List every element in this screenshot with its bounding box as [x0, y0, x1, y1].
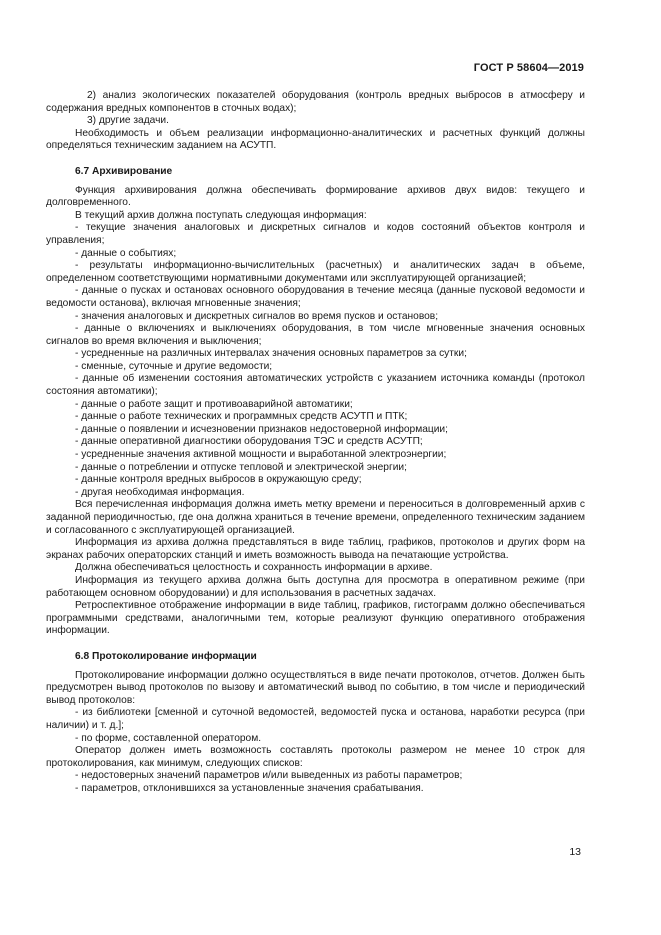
paragraph: Необходимость и объем реализации информационно-аналитических и расчетных функций должны определяться техническим заданием на АСУТП.: [46, 127, 585, 152]
list-item: - данные о потреблении и отпуске тепловой и электрической энергии;: [75, 461, 407, 473]
list-item: - параметров, отклонившихся за установленные значения срабатывания.: [75, 782, 424, 794]
list-item: - усредненные на различных интервалах значения основных параметров за сутки;: [75, 348, 467, 360]
section-6-7-body: [46, 185, 585, 638]
list-item: - данные контроля вредных выбросов в окружающую среду;: [75, 474, 362, 486]
document-code: ГОСТ Р 58604—2019: [473, 62, 584, 74]
list-item: - данные о работе защит и противоаварийной автоматики;: [75, 398, 353, 410]
list-item: - сменные, суточные и другие ведомости;: [75, 360, 273, 372]
list-item: - данные о появлении и исчезновении признаков недостоверной информации;: [75, 423, 448, 435]
list-item: - данные о работе технических и программных средств АСУТП и ПТК;: [75, 411, 408, 423]
paragraph: Вся перечисленная информация должна иметь метку времени и переноситься в долговременный архив с заданной периодичностью, где она должна храниться в течение времени, определенного техническим заданием и согласованного с эксплуатирующей организацией.: [46, 499, 585, 536]
list-item: - другая необходимая информация.: [75, 486, 245, 498]
list-item: - результаты информационно-вычислительных (расчетных) и аналитических задач в объеме, определенном соответствующими нормативными документами или эксплуатирующей организацией;: [46, 260, 585, 284]
paragraph: В текущий архив должна поступать следующая информация:: [75, 209, 367, 221]
list-item: - данные о пусках и остановах основного оборудования в течение месяца (данные пусковой ведомости и ведомости останова), включая мгновенные значения;: [46, 285, 585, 309]
list-item: - данные о событиях;: [75, 247, 177, 259]
list-item: - данные о включениях и выключениях оборудования, в том числе мгновенные значения основных сигналов во время включения и выключения;: [46, 323, 585, 347]
list-item: - данные оперативной диагностики оборудования ТЭС и средств АСУТП;: [75, 436, 423, 448]
list-item: - значения аналоговых и дискретных сигналов во время пусков и остановов;: [75, 310, 439, 322]
section-heading-6-8: 6.8 Протоколирование информации: [75, 650, 257, 662]
section-heading-6-7: 6.7 Архивирование: [75, 165, 173, 177]
list-item: - из библиотеки [сменной и суточной ведомостей, ведомостей пуска и останова, наработки ресурса (при наличии) и т. д.];: [46, 707, 585, 731]
paragraph: Должна обеспечиваться целостность и сохранность информации в архиве.: [75, 562, 433, 574]
paragraph: 3) другие задачи.: [87, 115, 169, 127]
paragraph: Протоколирование информации должно осуществляться в виде печати протоколов, отчетов. Должен быть предусмотрен вывод протоколов по вызову и автоматический вывод по событию, в том числе и периодический вывод протоколов:: [46, 669, 585, 706]
list-item: - недостоверных значений параметров и/или выведенных из работы параметров;: [75, 770, 463, 782]
paragraph: Информация из архива должна представляться в виде таблиц, графиков, протоколов и других форм на экранах рабочих операторских станций и иметь возможность вывода на печатающие устройства.: [46, 537, 585, 561]
list-item: - текущие значения аналоговых и дискретных сигналов и кодов состояний объектов контроля и управления;: [46, 222, 585, 246]
paragraph: Информация из текущего архива должна быть доступна для просмотра в оперативном режиме (при работающем основном оборудовании) и для использования в расчетных задачах.: [46, 574, 585, 599]
list-item: - усредненные значения активной мощности и выработанной электроэнергии;: [75, 449, 447, 461]
section-6-8-body: [46, 670, 585, 796]
paragraph: Функция архивирования должна обеспечивать формирование архивов двух видов: текущего и долговременного.: [46, 184, 585, 209]
list-item: - по форме, составленной оператором.: [75, 732, 262, 744]
page-number: 13: [569, 846, 581, 858]
list-item: - данные об изменении состояния автоматических устройств с указанием источника команды (протокол состояния автоматики);: [46, 373, 585, 398]
paragraph: Оператор должен иметь возможность составлять протоколы размером не менее 10 строк для протоколирования, как минимум, следующих списков:: [46, 745, 585, 769]
paragraph: Ретроспективное отображение информации в виде таблиц, графиков, гистограмм должно обеспечиваться программными средствами, аналогичными тем, которые реализуют функцию оперативного отображения информации.: [46, 600, 585, 637]
paragraph: 2) анализ экологических показателей оборудования (контроль вредных выбросов в атмосферу и содержания вредных компонентов в сточных водах);: [46, 90, 585, 114]
page-body: [46, 90, 585, 795]
